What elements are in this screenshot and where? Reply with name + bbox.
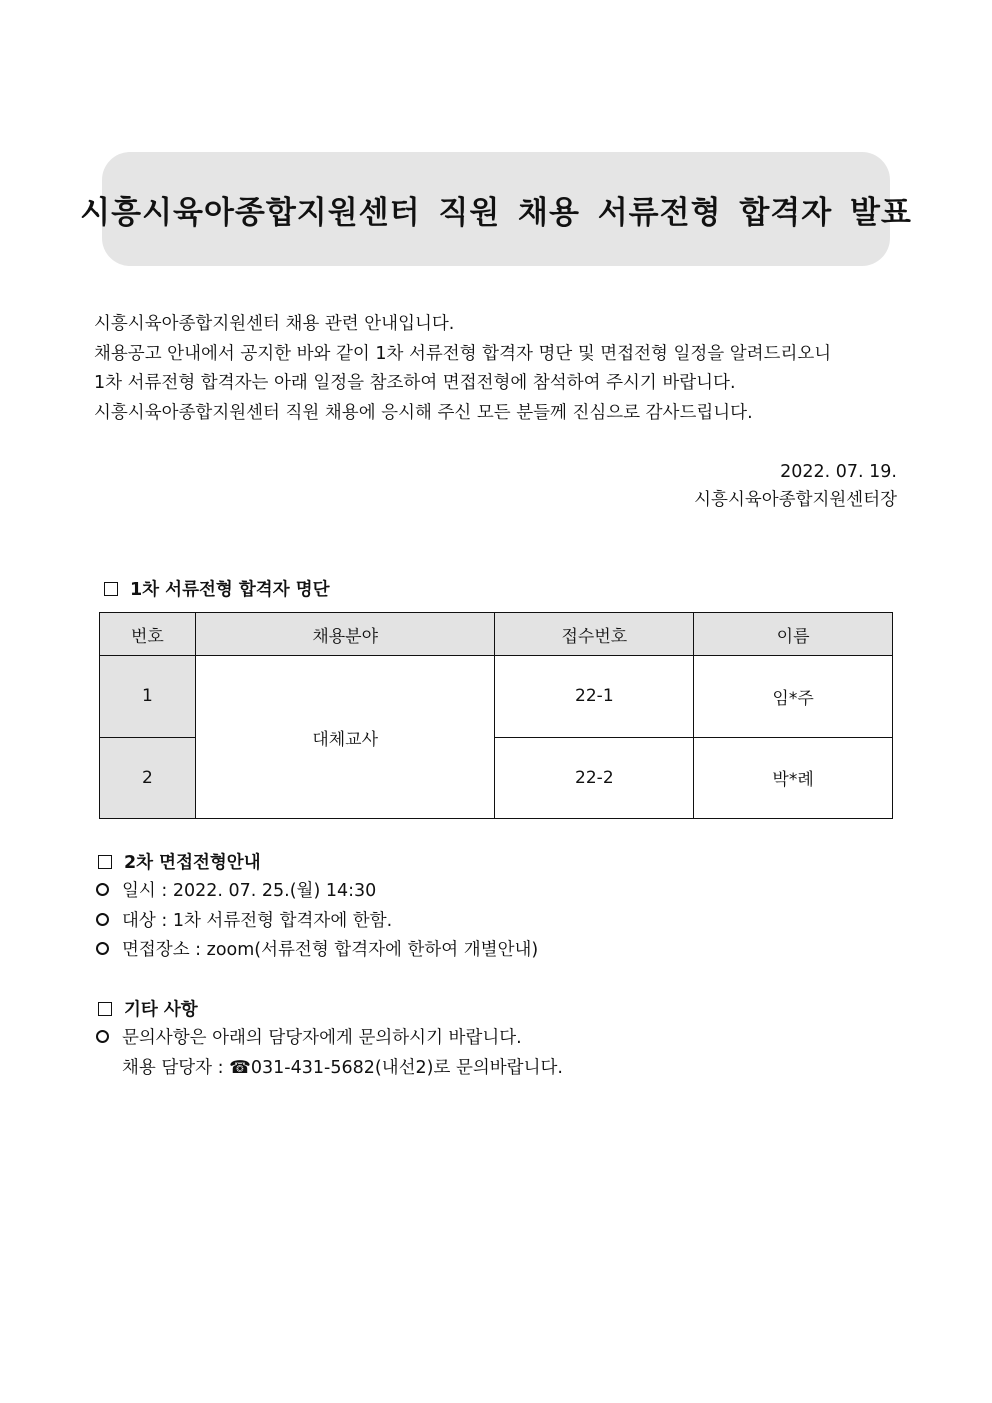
square-bullet-icon [104, 582, 118, 596]
contact-line [96, 1052, 563, 1082]
intro-line: 1차 서류전형 합격자는 아래 일정을 참조하여 면접전형에 참석하여 주시기 바랍니다. [94, 373, 736, 393]
row-number: 2 [100, 737, 196, 819]
square-bullet-icon [98, 1002, 112, 1016]
section3-heading-text: 기타 사항 [124, 1000, 198, 1020]
list-item [96, 1022, 563, 1052]
section2-heading [98, 849, 261, 874]
list-item [96, 875, 538, 905]
intro-line: 시흥시육아종합지원센터 채용 관련 안내입니다. [94, 314, 455, 334]
intro-paragraph [94, 310, 898, 428]
table-row [100, 656, 893, 738]
receipt-number: 22-2 [495, 737, 694, 819]
receipt-number: 22-1 [495, 656, 694, 738]
list-item-text: 대상 : 1차 서류전형 합격자에 한함. [122, 910, 393, 931]
column-header: 채용분야 [195, 613, 495, 656]
list-item-text: 면접장소 : zoom(서류전형 합격자에 한하여 개별안내) [122, 940, 539, 961]
circle-bullet-icon [96, 942, 109, 955]
signer: 시흥시육아종합지원센터장 [694, 490, 897, 510]
intro-line: 시흥시육아종합지원센터 직원 채용에 응시해 주신 모든 분들께 진심으로 감사드립니다. [94, 402, 753, 423]
contact-text: 채용 담당자 : ☎031-431-5682(내선2)로 문의바랍니다. [122, 1057, 563, 1078]
interview-info-list [96, 875, 538, 964]
section1-heading [104, 576, 330, 601]
column-header: 이름 [694, 613, 893, 656]
section2-heading-text: 2차 면접전형안내 [124, 853, 261, 873]
list-item-text: 일시 : 2022. 07. 25.(월) 14:30 [122, 881, 377, 902]
circle-bullet-icon [96, 1030, 109, 1043]
list-item [96, 934, 538, 964]
circle-bullet-icon [96, 913, 109, 926]
applicant-name: 박*례 [694, 737, 893, 819]
table-header-row [100, 613, 893, 656]
signature-block [694, 458, 897, 514]
applicant-table [99, 612, 893, 819]
title-box [80, 152, 912, 266]
square-bullet-icon [98, 855, 112, 869]
recruit-field: 대체교사 [195, 656, 495, 819]
section3-heading [98, 996, 198, 1021]
applicant-name: 임*주 [694, 656, 893, 738]
section1-heading-text: 1차 서류전형 합격자 명단 [130, 580, 330, 600]
intro-line: 채용공고 안내에서 공지한 바와 같이 1차 서류전형 합격자 명단 및 면접전형 일정을 알려드리오니 [94, 343, 832, 364]
page-title: 시흥시육아종합지원센터 직원 채용 서류전형 합격자 발표 [80, 194, 912, 231]
column-header: 접수번호 [495, 613, 694, 656]
column-header: 번호 [100, 613, 196, 656]
row-number: 1 [100, 656, 196, 738]
date: 2022. 07. 19. [780, 462, 897, 482]
circle-bullet-icon [96, 883, 109, 896]
list-item-text: 문의사항은 아래의 담당자에게 문의하시기 바랍니다. [122, 1028, 522, 1049]
list-item [96, 905, 538, 935]
other-info-list [96, 1022, 563, 1081]
